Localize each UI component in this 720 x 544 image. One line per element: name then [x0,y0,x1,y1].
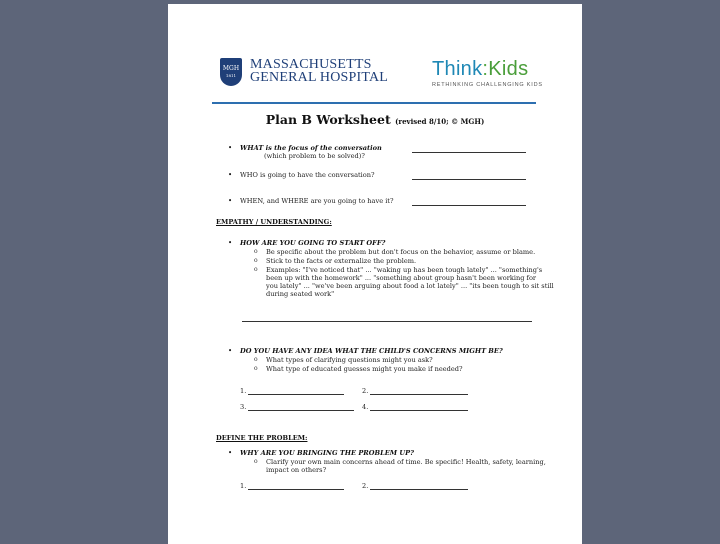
concern-number-1: 1. [240,387,247,395]
examples-line1: Examples: "I've noticed that" ... "waking up has been tough lately" ... "something's [266,266,543,274]
concern-number-2: 2. [362,387,369,395]
mgh-logo [220,58,388,86]
tip2-text: Stick to the facts or externalize the problem. [266,257,417,265]
bullet-q3: • [228,197,233,205]
examples-line4: during seated work" [266,290,335,298]
q3-text: WHEN, and WHERE are you going to have it? [240,197,394,205]
mgh-seal-year: 1811 [225,73,237,78]
mgh-name-line1: MASSACHUSETTS [250,57,372,72]
concern-2-line[interactable] [370,394,468,395]
concerns-tip1: What types of clarifying questions might you ask? [266,356,433,364]
page-title [168,112,582,127]
q1-text [240,144,382,152]
empathy-heading: EMPATHY / UNDERSTANDING: [216,218,332,226]
thinkkids-think: Think [432,58,483,80]
mgh-seal-text: MGH [222,65,240,72]
start-question [240,239,385,247]
q2-text: WHO is going to have the conversation? [240,171,375,179]
thinkkids-logo [432,58,543,88]
bullet-start: • [228,239,233,247]
define-number-1: 1. [240,482,247,490]
concern-number-4: 4. [362,403,369,411]
q3-answer-line[interactable] [412,205,526,206]
start-answer-line[interactable] [242,321,532,322]
start-question-label: HOW ARE YOU GOING TO START OFF? [240,239,386,247]
bullet-concerns: • [228,347,233,355]
thinkkids-tagline: RETHINKING CHALLENGING KIDS [432,82,543,88]
title-main: Plan B Worksheet [265,112,391,127]
why-question [240,449,414,457]
bullet-why: • [228,449,233,457]
thinkkids-kids: Kids [488,58,529,80]
why-tip-line1: Clarify your own main concerns ahead of time. Be specific! Health, safety, learning, [266,458,546,466]
concern-4-line[interactable] [370,410,468,411]
mgh-name-line2: GENERAL HOSPITAL [250,70,389,85]
concerns-tip2: What type of educated guesses might you make if needed? [266,365,463,373]
circle-concerns2: o [254,365,258,372]
examples-line3: you lately" ... "we've been arguing about food a lot lately" ... "its been tough to sit still [266,282,554,290]
define-heading: DEFINE THE PROBLEM: [216,434,308,442]
header-divider [212,102,536,104]
q1-subtext: (which problem to be solved)? [264,152,365,160]
concerns-question-label: DO YOU HAVE ANY IDEA WHAT THE CHILD'S CONCERNS MIGHT BE? [240,347,503,355]
circle-concerns1: o [254,356,258,363]
define-2-line[interactable] [370,489,468,490]
define-1-line[interactable] [248,489,344,490]
q1-label: WHAT is the focus of the conversation [240,144,382,152]
circle-examples: o [254,266,258,273]
concern-3-line[interactable] [248,410,354,411]
tip1-text: Be specific about the problem but don't focus on the behavior, assume or blame. [266,248,536,256]
mgh-name [250,58,388,84]
title-subtitle: (revised 8/10; © MGH) [395,117,485,126]
bullet-q2: • [228,171,233,179]
define-number-2: 2. [362,482,369,490]
thinkkids-colon: : [482,58,489,80]
concern-number-3: 3. [240,403,247,411]
mgh-shield-icon [220,58,242,86]
q2-answer-line[interactable] [412,179,526,180]
concerns-question [240,347,503,355]
q1-answer-line[interactable] [412,152,526,153]
circle-why1: o [254,458,258,465]
bullet-q1: • [228,144,233,152]
thinkkids-wordmark [432,58,543,80]
why-tip-line2: impact on others? [266,466,327,474]
concern-1-line[interactable] [248,394,344,395]
circle-tip1: o [254,248,258,255]
why-question-label: WHY ARE YOU BRINGING THE PROBLEM UP? [240,449,414,457]
circle-tip2: o [254,257,258,264]
examples-line2: been up with the homework" ... "something about group hasn't been working for [266,274,537,282]
worksheet-page [168,4,582,544]
